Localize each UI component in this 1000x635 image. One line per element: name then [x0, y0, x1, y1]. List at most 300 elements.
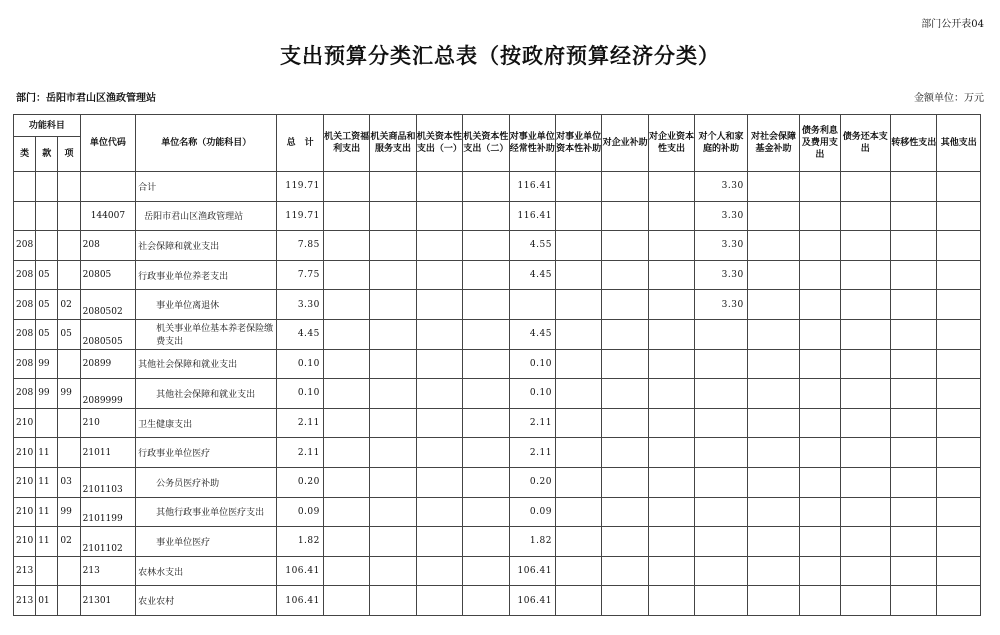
amount-cell [555, 408, 601, 438]
amount-cell [695, 556, 747, 586]
table-row [14, 379, 981, 409]
amount-cell [648, 497, 694, 527]
amount-cell [648, 349, 694, 379]
amount-cell [800, 260, 840, 290]
amount-cell [370, 379, 416, 409]
amount-cell [370, 260, 416, 290]
unit-code-cell: 20805 [80, 260, 136, 290]
amount-cell: 3.30 [695, 172, 747, 202]
amount-cell [370, 467, 416, 497]
total-cell: 2.11 [277, 438, 323, 468]
amount-cell [463, 349, 509, 379]
amount-cell [463, 556, 509, 586]
amount-cell [648, 527, 694, 557]
amount-cell [800, 379, 840, 409]
amount-cell [937, 231, 981, 261]
amount-cell [840, 201, 890, 231]
xiang-cell [58, 556, 80, 586]
amount-cell [416, 172, 462, 202]
amount-cell [370, 201, 416, 231]
amount-cell [937, 290, 981, 320]
amount-cell [648, 556, 694, 586]
amount-cell [695, 408, 747, 438]
amount-cell [648, 438, 694, 468]
table-row [14, 319, 981, 349]
kuan-cell: 99 [36, 349, 58, 379]
amount-cell: 1.82 [509, 527, 555, 557]
amount-cell [891, 438, 937, 468]
amount-cell [840, 467, 890, 497]
amount-cell [370, 527, 416, 557]
amount-cell [891, 201, 937, 231]
amount-cell [602, 231, 648, 261]
amount-cell: 106.41 [509, 556, 555, 586]
form-number: 部门公开表04 [921, 19, 984, 30]
amount-cell [648, 290, 694, 320]
table-row [14, 586, 981, 616]
amount-cell [800, 319, 840, 349]
amount-cell [648, 231, 694, 261]
total-cell: 7.75 [277, 260, 323, 290]
amount-cell [648, 408, 694, 438]
amount-cell [747, 231, 799, 261]
amount-header: 对事业单位资本性补助 [555, 115, 601, 172]
department-name: 岳阳市君山区渔政管理站 [46, 93, 156, 104]
total-cell: 119.71 [277, 172, 323, 202]
lei-header: 类 [14, 137, 36, 172]
amount-cell [555, 467, 601, 497]
amount-header: 对社会保障基金补助 [747, 115, 799, 172]
amount-cell [840, 586, 890, 616]
unit-name-cell: 社会保障和就业支出 [136, 231, 277, 261]
kuan-header: 款 [36, 137, 58, 172]
kuan-cell [36, 408, 58, 438]
amount-cell [370, 438, 416, 468]
amount-header: 转移性支出 [891, 115, 937, 172]
amount-cell [747, 290, 799, 320]
amount-cell [602, 556, 648, 586]
unit-code-cell: 2101103 [80, 467, 136, 497]
amount-cell [555, 379, 601, 409]
amount-cell [891, 467, 937, 497]
amount-cell [416, 438, 462, 468]
amount-cell [840, 290, 890, 320]
kuan-cell: 11 [36, 527, 58, 557]
amount-cell [416, 556, 462, 586]
amount-cell [602, 260, 648, 290]
amount-cell [509, 290, 555, 320]
total-cell: 3.30 [277, 290, 323, 320]
table-body [14, 172, 981, 616]
amount-cell [891, 497, 937, 527]
amount-cell [891, 319, 937, 349]
amount-cell [463, 586, 509, 616]
amount-cell [800, 290, 840, 320]
total-cell: 106.41 [277, 586, 323, 616]
xiang-cell [58, 201, 80, 231]
amount-cell [602, 586, 648, 616]
amount-cell [463, 319, 509, 349]
amount-cell [800, 172, 840, 202]
amount-cell [747, 467, 799, 497]
amount-cell: 3.30 [695, 201, 747, 231]
kuan-cell: 01 [36, 586, 58, 616]
unit-name-cell: 农业农村 [136, 586, 277, 616]
page-title: 支出预算分类汇总表（按政府预算经济分类） [280, 43, 720, 68]
amount-cell [937, 408, 981, 438]
lei-cell: 210 [14, 527, 36, 557]
amount-cell [840, 260, 890, 290]
amount-cell [747, 349, 799, 379]
amount-cell [747, 556, 799, 586]
amount-cell [747, 527, 799, 557]
amount-cell [416, 231, 462, 261]
amount-header: 机关商品和服务支出 [370, 115, 416, 172]
amount-cell [463, 172, 509, 202]
amount-cell [747, 172, 799, 202]
amount-header: 机关工资福利支出 [323, 115, 369, 172]
kuan-cell: 99 [36, 379, 58, 409]
amount-cell [695, 467, 747, 497]
xiang-cell [58, 231, 80, 261]
amount-cell [695, 497, 747, 527]
amount-cell [323, 379, 369, 409]
amount-cell [840, 527, 890, 557]
amount-cell [463, 201, 509, 231]
amount-cell [891, 349, 937, 379]
amount-cell: 116.41 [509, 172, 555, 202]
amount-cell [323, 438, 369, 468]
unit-code-cell: 2101102 [80, 527, 136, 557]
amount-cell [555, 290, 601, 320]
amount-cell [648, 201, 694, 231]
amount-cell [747, 438, 799, 468]
unit-name-cell: 行政事业单位养老支出 [136, 260, 277, 290]
budget-table [13, 114, 981, 616]
unit-name-cell: 事业单位离退休 [136, 290, 277, 320]
kuan-cell [36, 201, 58, 231]
lei-cell: 213 [14, 556, 36, 586]
amount-cell [416, 527, 462, 557]
amount-cell [463, 379, 509, 409]
amount-cell [937, 438, 981, 468]
total-cell: 7.85 [277, 231, 323, 261]
unit-name-cell: 农林水支出 [136, 556, 277, 586]
amount-cell [416, 467, 462, 497]
kuan-cell: 11 [36, 438, 58, 468]
xiang-cell: 99 [58, 497, 80, 527]
amount-cell [937, 260, 981, 290]
table-row [14, 408, 981, 438]
amount-cell [323, 467, 369, 497]
amount-cell [370, 172, 416, 202]
xiang-cell [58, 260, 80, 290]
amount-cell [555, 586, 601, 616]
xiang-cell [58, 438, 80, 468]
lei-cell: 208 [14, 231, 36, 261]
lei-cell [14, 172, 36, 202]
xiang-cell [58, 172, 80, 202]
lei-cell: 210 [14, 467, 36, 497]
lei-cell: 210 [14, 408, 36, 438]
unit-code-cell: 2089999 [80, 379, 136, 409]
amount-cell [416, 201, 462, 231]
total-cell: 1.82 [277, 527, 323, 557]
table-row [14, 467, 981, 497]
amount-cell [555, 556, 601, 586]
unit-code-cell [80, 172, 136, 202]
amount-cell [840, 231, 890, 261]
amount-cell [747, 408, 799, 438]
amount-cell [891, 586, 937, 616]
amount-cell [323, 586, 369, 616]
amount-cell: 4.55 [509, 231, 555, 261]
total-cell: 119.71 [277, 201, 323, 231]
amount-cell [555, 172, 601, 202]
unit-name-header: 单位名称（功能科目） [136, 115, 277, 172]
amount-cell [937, 556, 981, 586]
amount-header: 债务利息及费用支出 [800, 115, 840, 172]
unit-code-cell: 21301 [80, 586, 136, 616]
amount-cell [323, 408, 369, 438]
amount-cell [602, 379, 648, 409]
amount-cell: 4.45 [509, 319, 555, 349]
total-cell: 0.10 [277, 379, 323, 409]
unit-name-cell: 机关事业单位基本养老保险缴费支出 [136, 319, 277, 349]
table-row [14, 349, 981, 379]
amount-cell [840, 438, 890, 468]
amount-cell: 0.10 [509, 379, 555, 409]
lei-cell: 210 [14, 497, 36, 527]
kuan-cell [36, 172, 58, 202]
amount-cell [555, 201, 601, 231]
amount-cell [323, 231, 369, 261]
amount-cell [416, 408, 462, 438]
amount-cell [891, 231, 937, 261]
amount-cell [602, 497, 648, 527]
amount-cell: 3.30 [695, 231, 747, 261]
amount-cell: 2.11 [509, 438, 555, 468]
amount-cell [648, 467, 694, 497]
amount-cell: 0.20 [509, 467, 555, 497]
amount-cell [602, 408, 648, 438]
amount-cell [602, 172, 648, 202]
amount-cell [891, 379, 937, 409]
kuan-cell: 11 [36, 497, 58, 527]
amount-cell [840, 319, 890, 349]
amount-cell [323, 556, 369, 586]
amount-cell [416, 586, 462, 616]
amount-cell [648, 586, 694, 616]
amount-cell [840, 497, 890, 527]
lei-cell: 208 [14, 319, 36, 349]
amount-cell [555, 319, 601, 349]
table-row [14, 497, 981, 527]
amount-cell [555, 438, 601, 468]
amount-cell [840, 556, 890, 586]
amount-cell [695, 349, 747, 379]
amount-header: 机关资本性支出（二） [463, 115, 509, 172]
amount-cell [695, 586, 747, 616]
amount-header: 对企业补助 [602, 115, 648, 172]
amount-cell [937, 379, 981, 409]
amount-cell [937, 172, 981, 202]
amount-cell [840, 379, 890, 409]
amount-cell [555, 231, 601, 261]
amount-cell [937, 497, 981, 527]
amount-cell [323, 527, 369, 557]
amount-cell: 106.41 [509, 586, 555, 616]
kuan-cell: 05 [36, 319, 58, 349]
amount-cell [648, 379, 694, 409]
lei-cell: 208 [14, 349, 36, 379]
amount-cell: 0.10 [509, 349, 555, 379]
amount-cell: 4.45 [509, 260, 555, 290]
amount-cell [747, 586, 799, 616]
amount-unit: 金额单位：万元 [914, 93, 984, 104]
amount-cell: 116.41 [509, 201, 555, 231]
xiang-cell [58, 586, 80, 616]
unit-name-cell: 事业单位医疗 [136, 527, 277, 557]
kuan-cell [36, 231, 58, 261]
amount-header: 对企业资本性支出 [648, 115, 694, 172]
total-header: 总 计 [277, 115, 323, 172]
amount-cell [937, 349, 981, 379]
unit-name-cell: 其他行政事业单位医疗支出 [136, 497, 277, 527]
amount-cell [937, 527, 981, 557]
lei-cell: 208 [14, 290, 36, 320]
amount-header: 对事业单位经常性补助 [509, 115, 555, 172]
total-cell: 4.45 [277, 319, 323, 349]
amount-cell [800, 231, 840, 261]
amount-cell [602, 201, 648, 231]
unit-name-cell: 其他社会保障和就业支出 [136, 349, 277, 379]
xiang-cell: 03 [58, 467, 80, 497]
amount-cell [370, 497, 416, 527]
unit-code-cell: 2101199 [80, 497, 136, 527]
amount-cell [416, 260, 462, 290]
amount-cell [937, 467, 981, 497]
amount-cell [800, 527, 840, 557]
amount-cell [747, 260, 799, 290]
total-cell: 0.20 [277, 467, 323, 497]
table-row [14, 231, 981, 261]
amount-cell [602, 319, 648, 349]
unit-name-cell: 卫生健康支出 [136, 408, 277, 438]
amount-cell [416, 290, 462, 320]
amount-cell [463, 467, 509, 497]
amount-header: 机关资本性支出（一） [416, 115, 462, 172]
table-row [14, 556, 981, 586]
unit-name-cell: 合计 [136, 172, 277, 202]
amount-cell [602, 290, 648, 320]
amount-cell [463, 438, 509, 468]
xiang-cell: 02 [58, 527, 80, 557]
department-label: 部门： [16, 93, 46, 104]
table-row [14, 260, 981, 290]
lei-cell: 210 [14, 438, 36, 468]
unit-name-cell: 公务员医疗补助 [136, 467, 277, 497]
amount-cell: 0.09 [509, 497, 555, 527]
amount-header: 其他支出 [937, 115, 981, 172]
amount-cell [323, 290, 369, 320]
table-row [14, 438, 981, 468]
lei-cell [14, 201, 36, 231]
amount-cell [648, 172, 694, 202]
amount-cell [463, 497, 509, 527]
amount-header: 债务还本支出 [840, 115, 890, 172]
amount-cell [840, 172, 890, 202]
amount-cell [891, 408, 937, 438]
total-cell: 0.10 [277, 349, 323, 379]
xiang-cell [58, 349, 80, 379]
amount-cell [800, 467, 840, 497]
amount-cell [800, 497, 840, 527]
unit-code-cell: 213 [80, 556, 136, 586]
xiang-cell: 02 [58, 290, 80, 320]
amount-cell [555, 260, 601, 290]
amount-cell [695, 319, 747, 349]
xiang-cell: 05 [58, 319, 80, 349]
amount-cell [370, 408, 416, 438]
amount-cell [463, 260, 509, 290]
amount-cell: 2.11 [509, 408, 555, 438]
amount-cell [840, 408, 890, 438]
amount-cell [555, 349, 601, 379]
amount-cell [648, 260, 694, 290]
amount-cell [695, 379, 747, 409]
table-row [14, 290, 981, 320]
amount-cell [937, 201, 981, 231]
amount-cell [648, 319, 694, 349]
total-cell: 2.11 [277, 408, 323, 438]
department [16, 89, 156, 104]
unit-name-cell: 其他社会保障和就业支出 [136, 379, 277, 409]
amount-cell [747, 201, 799, 231]
lei-cell: 208 [14, 379, 36, 409]
amount-cell [800, 438, 840, 468]
kuan-cell: 05 [36, 290, 58, 320]
amount-cell [840, 349, 890, 379]
unit-code-cell: 2080505 [80, 319, 136, 349]
amount-cell [800, 556, 840, 586]
xiang-cell [58, 408, 80, 438]
amount-cell [370, 349, 416, 379]
amount-cell [602, 527, 648, 557]
amount-cell [416, 497, 462, 527]
amount-cell [747, 319, 799, 349]
unit-code-cell: 2080502 [80, 290, 136, 320]
amount-cell [323, 201, 369, 231]
amount-cell [891, 527, 937, 557]
amount-cell [800, 408, 840, 438]
amount-cell [747, 497, 799, 527]
unit-code-cell: 144007 [80, 201, 136, 231]
amount-cell [602, 438, 648, 468]
xiang-cell: 99 [58, 379, 80, 409]
total-cell: 106.41 [277, 556, 323, 586]
amount-cell [695, 438, 747, 468]
amount-cell: 3.30 [695, 260, 747, 290]
amount-cell [602, 349, 648, 379]
unit-name-cell: 行政事业单位医疗 [136, 438, 277, 468]
amount-cell [323, 349, 369, 379]
unit-code-cell: 210 [80, 408, 136, 438]
amount-cell [555, 497, 601, 527]
amount-header: 对个人和家庭的补助 [695, 115, 747, 172]
amount-cell [800, 201, 840, 231]
amount-cell [891, 290, 937, 320]
